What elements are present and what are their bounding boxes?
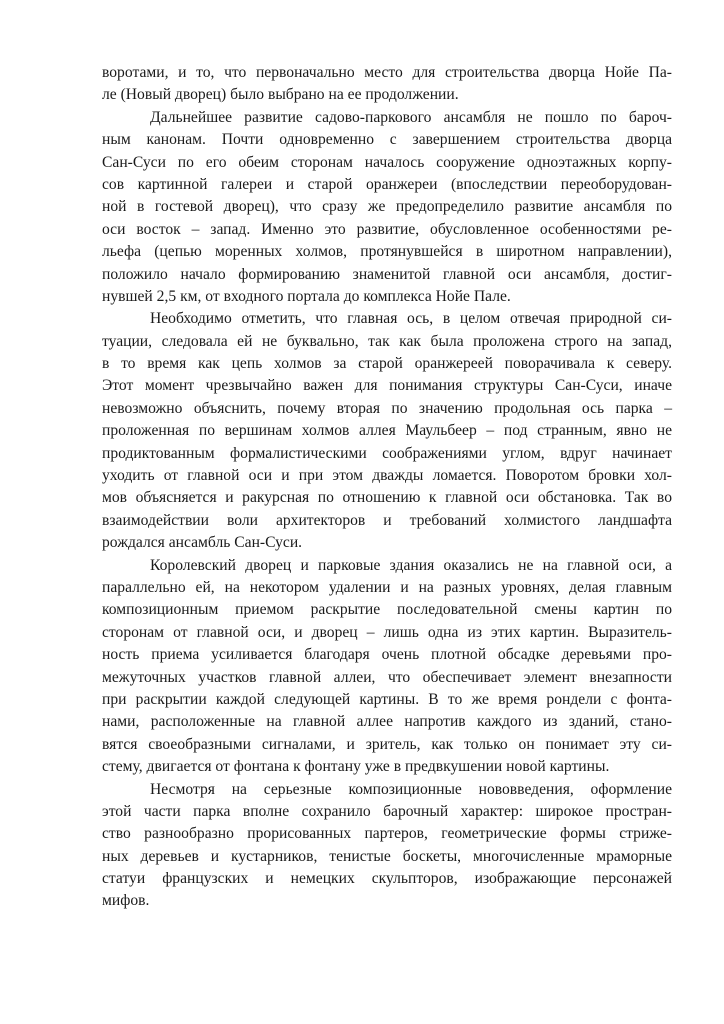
text-line: Этот момент чрезвычайно важен для понимания структуры Сан-Суси, иначе xyxy=(102,377,672,395)
text-line: льефа (цепью моренных холмов, протянувшейся в широтном направлении), xyxy=(102,243,672,261)
paragraph-2 xyxy=(102,107,672,309)
text-line: Сан-Суси по его обеим сторонам началось сооружение одноэтажных корпу- xyxy=(102,153,672,171)
text-line: стему, двигается от фонтана к фонтану уже в предвкушении новой картины. xyxy=(102,758,610,776)
text-line: мифов. xyxy=(102,892,150,910)
text-line: положило начало формированию знаменитой главной оси ансамбля, достиг- xyxy=(102,265,672,283)
text-line: параллельно ей, на некотором удалении и на разных уровнях, делая главным xyxy=(102,578,672,596)
paragraph-1 xyxy=(102,62,672,107)
text-line: при раскрытии каждой следующей картины. В то же время рондели с фонта- xyxy=(102,690,672,708)
paragraph-5 xyxy=(102,779,672,913)
text-line: сторонам от главной оси, и дворец – лишь одна из этих картин. Выразитель- xyxy=(102,623,672,641)
text-line: взаимодействии воли архитекторов и требований холмистого ландшафта xyxy=(102,511,672,529)
text-line: рождался ансамбль Сан-Суси. xyxy=(102,534,303,552)
text-line: этой части парка вполне сохранило барочный характер: широкое простран- xyxy=(102,802,672,820)
paragraph-3 xyxy=(102,308,672,554)
text-line: нами, расположенные на главной аллее напротив каждого из зданий, стано- xyxy=(102,713,672,731)
text-line: Несмотря на серьезные композиционные нововведения, оформление xyxy=(150,780,672,798)
text-line: проложенная по вершинам холмов аллея Маульбеер – под странным, явно не xyxy=(102,422,672,440)
text-line: ле (Новый дворец) было выбрано на ее продолжении. xyxy=(102,86,459,104)
text-line: ных деревьев и кустарников, тенистые боскеты, многочисленные мраморные xyxy=(102,847,672,865)
text-line: туации, следовала ей не буквально, так как была проложена строго на запад, xyxy=(102,332,672,350)
text-line: Необходимо отметить, что главная ось, в целом отвечая природной си- xyxy=(150,310,672,328)
text-line: невозможно объяснить, почему вторая по значению продольная ось парка – xyxy=(102,399,672,417)
text-line: Королевский дворец и парковые здания оказались не на главной оси, а xyxy=(150,556,672,574)
text-line: статуи французских и немецких скульпторов, изображающие персонажей xyxy=(102,870,672,888)
text-line: воротами, и то, что первоначально место для строительства дворца Нойе Па- xyxy=(102,64,672,81)
text-line: ство разнообразно прорисованных партеров, геометрические формы стриже- xyxy=(102,825,672,843)
body-text xyxy=(102,62,672,913)
paragraph-4 xyxy=(102,555,672,779)
text-line: уходить от главной оси и при этом дважды ломается. Поворотом бровки хол- xyxy=(102,467,672,485)
text-line: в то время как цепь холмов за старой оранжереей поворачивала к северу. xyxy=(102,355,672,373)
text-line: вятся своеобразными сигналами, и зритель, как только он понимает эту си- xyxy=(102,735,672,753)
text-line: Дальнейшее развитие садово-паркового ансамбля не пошло по бароч- xyxy=(150,108,672,126)
text-line: оси восток – запад. Именно это развитие, обусловленное особенностями ре- xyxy=(102,220,672,238)
text-line: сов картинной галереи и старой оранжереи (впоследствии переоборудован- xyxy=(102,175,672,193)
text-line: ность приема усиливается благодаря очень плотной обсадке деревьями про- xyxy=(102,646,672,664)
text-line: ной в гостевой дворец), что сразу же предопределило развитие ансамбля по xyxy=(102,198,672,216)
text-line: нувшей 2,5 км, от входного портала до комплекса Нойе Пале. xyxy=(102,287,511,305)
text-line: межуточных участков главной аллеи, что обеспечивает элемент внезапности xyxy=(102,668,672,686)
text-line: композиционным приемом раскрытие последовательной смены картин по xyxy=(102,601,672,619)
text-line: продиктованным формалистическими соображениями углом, вдруг начинает xyxy=(102,444,672,462)
text-line: ным канонам. Почти одновременно с завершением строительства дворца xyxy=(102,131,672,149)
text-line: мов объясняется и ракурсная по отношению к главной оси обстановка. Так во xyxy=(102,489,672,507)
